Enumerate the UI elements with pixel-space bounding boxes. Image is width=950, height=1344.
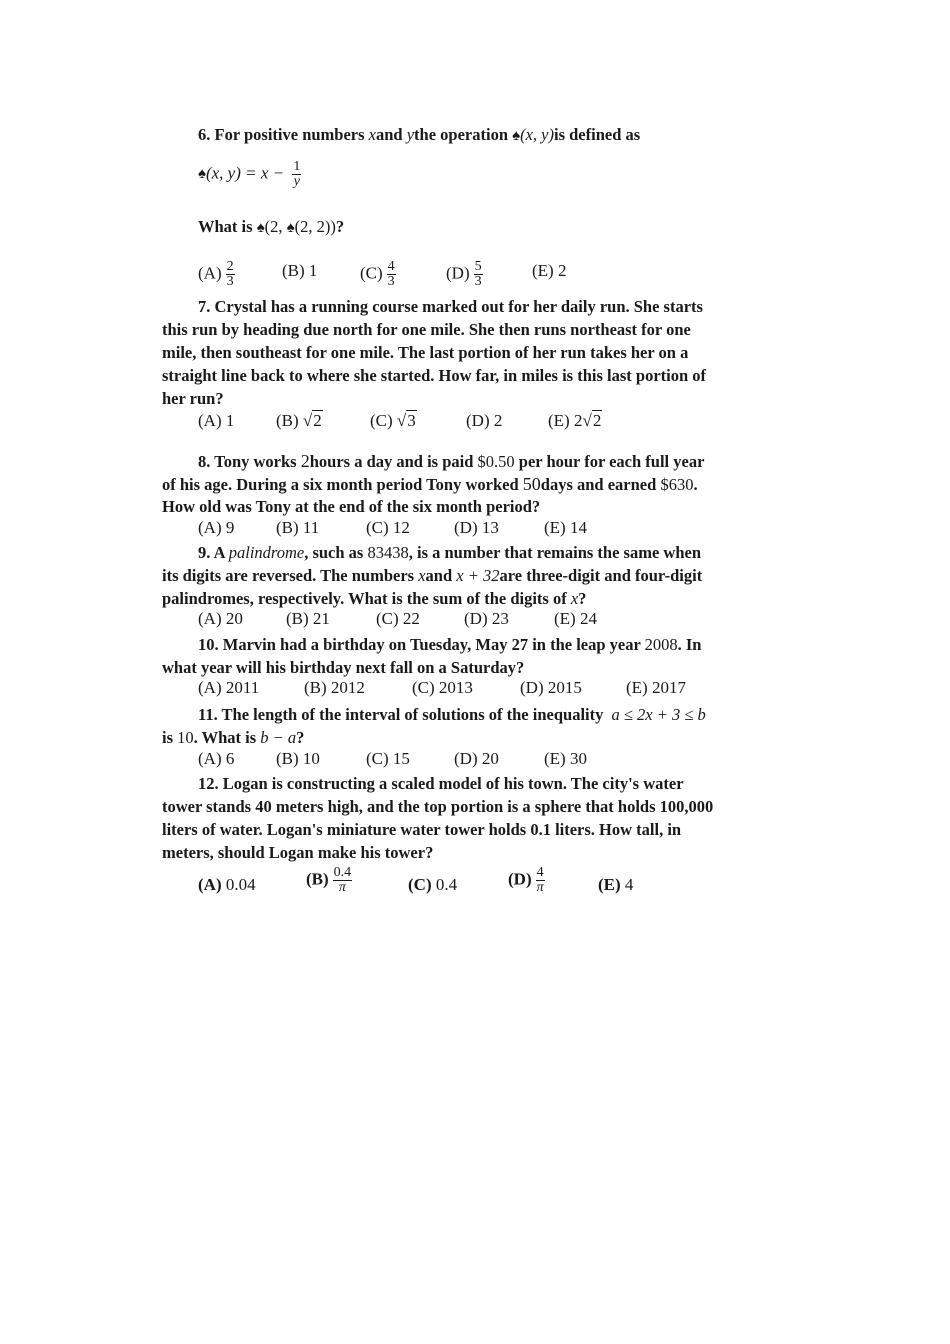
choice-e: (E) 24 <box>554 609 597 628</box>
problem-12-line-4: meters, should Logan make his tower? <box>162 843 434 862</box>
problem-9-line-2: its digits are reversed. The numbers xand x + 32are three-digit and four-digit <box>162 566 703 585</box>
choice-c: (C) 22 <box>376 609 420 628</box>
choice-b: (B) $\frac{0.4}{\pi}$ <box>306 865 352 895</box>
choice-b: (B) 11 <box>276 518 320 537</box>
problem-number: 6. <box>198 125 211 144</box>
fraction: $\frac{1}{y}$ <box>293 159 301 189</box>
choice-d: (D) 23 <box>464 609 509 628</box>
spade-icon: ♠ <box>512 128 521 144</box>
choice-b: (B) 10 <box>276 749 320 768</box>
problem-11-line-2: is 10. What is b − a? <box>162 728 305 747</box>
choice-e: (E) 14 <box>544 518 587 537</box>
problem-7-line-2: this run by heading due north for one mile. She then runs northeast for one <box>162 320 691 339</box>
choice-c: (C) 2013 <box>412 678 473 697</box>
problem-9-line-3: palindromes, respectively. What is the sum of the digits of x? <box>162 589 587 608</box>
problem-8-line-1: 8. Tony works 2hours a day and is paid $0.50 per hour for each full year <box>198 451 705 471</box>
problem-12-line-1: 12. Logan is constructing a scaled model of his town. The city's water <box>198 774 684 793</box>
problem-8-choices <box>198 517 758 541</box>
choice-a: (A) 0.04 <box>198 875 256 894</box>
choice-c: (C) √3 <box>370 411 416 430</box>
problem-6-line-1: 6. For positive numbers xand ythe operation ♠(x, y)is defined as <box>198 124 640 147</box>
problem-8-line-2: of his age. During a six month period Tony worked 50days and earned $630. <box>162 474 698 494</box>
choice-d: (D) 2 <box>466 411 503 430</box>
choice-c: (C) 12 <box>366 518 410 537</box>
problem-10-line-2: what year will his birthday next fall on a Saturday? <box>162 658 525 677</box>
problem-6-choices <box>198 259 758 289</box>
problem-7-choices <box>198 410 758 434</box>
choice-c: (C) $\frac{4}{3}$ <box>360 259 395 289</box>
choice-e: (E) 4 <box>598 875 634 894</box>
problem-12-line-3: liters of water. Logan's miniature water tower holds 0.1 liters. How tall, in <box>162 820 682 839</box>
choice-d: (D) $\frac{5}{3}$ <box>446 259 482 289</box>
problem-11-line-1: 11. The length of the interval of solutions of the inequality a ≤ 2x + 3 ≤ b <box>198 705 706 724</box>
choice-d: (D) 2015 <box>520 678 582 697</box>
spade-icon: ♠ <box>198 166 206 183</box>
problem-6-definition: ♠(x, y) = x − $\frac{1}{y}$ <box>198 159 301 189</box>
choice-c: (C) 15 <box>366 749 410 768</box>
choice-a: (A) 6 <box>198 749 235 768</box>
problem-12-choices <box>198 866 758 906</box>
choice-d: (D) 13 <box>454 518 499 537</box>
spade-icon: ♠ <box>256 220 265 236</box>
problem-10-choices <box>198 677 758 701</box>
choice-e: (E) 2 <box>532 261 567 280</box>
choice-a: (A) 9 <box>198 518 235 537</box>
problem-7-line-1: 7. Crystal has a running course marked out for her daily run. She starts <box>198 297 703 316</box>
problem-10-line-1: 10. Marvin had a birthday on Tuesday, May 27 in the leap year 2008. In <box>198 635 702 654</box>
problem-9-line-1: 9. A palindrome, such as 83438, is a number that remains the same when <box>198 543 702 562</box>
problem-6-question: What is ♠(2, ♠(2, 2))? <box>198 216 344 239</box>
problem-11-choices <box>198 748 758 772</box>
choice-b: (B) 2012 <box>304 678 365 697</box>
problem-12-line-2: tower stands 40 meters high, and the top portion is a sphere that holds 100,000 <box>162 797 714 816</box>
problem-8-line-3: How old was Tony at the end of the six month period? <box>162 497 541 516</box>
choice-b: (B) 1 <box>282 261 318 280</box>
choice-a: (A) 20 <box>198 609 243 628</box>
choice-e: (E) 2017 <box>626 678 686 697</box>
choice-a: (A) 1 <box>198 411 235 430</box>
problem-7-line-3: mile, then southeast for one mile. The last portion of her run takes her on a <box>162 343 689 362</box>
choice-a: (A) $\frac{2}{3}$ <box>198 259 234 289</box>
problem-7-line-4: straight line back to where she started. How far, in miles is this last portion of <box>162 366 707 385</box>
choice-e: (E) 2√2 <box>548 411 602 430</box>
choice-b: (B) √2 <box>276 411 322 430</box>
spade-icon: ♠ <box>286 220 295 236</box>
choice-d: (D) 20 <box>454 749 499 768</box>
choice-b: (B) 21 <box>286 609 330 628</box>
problem-7-line-5: her run? <box>162 389 224 408</box>
choice-e: (E) 30 <box>544 749 587 768</box>
choice-d: (D) $\frac{4}{\pi}$ <box>508 865 544 895</box>
choice-a: (A) 2011 <box>198 678 260 697</box>
problem-9-choices <box>198 608 758 632</box>
choice-c: (C) 0.4 <box>408 875 458 894</box>
